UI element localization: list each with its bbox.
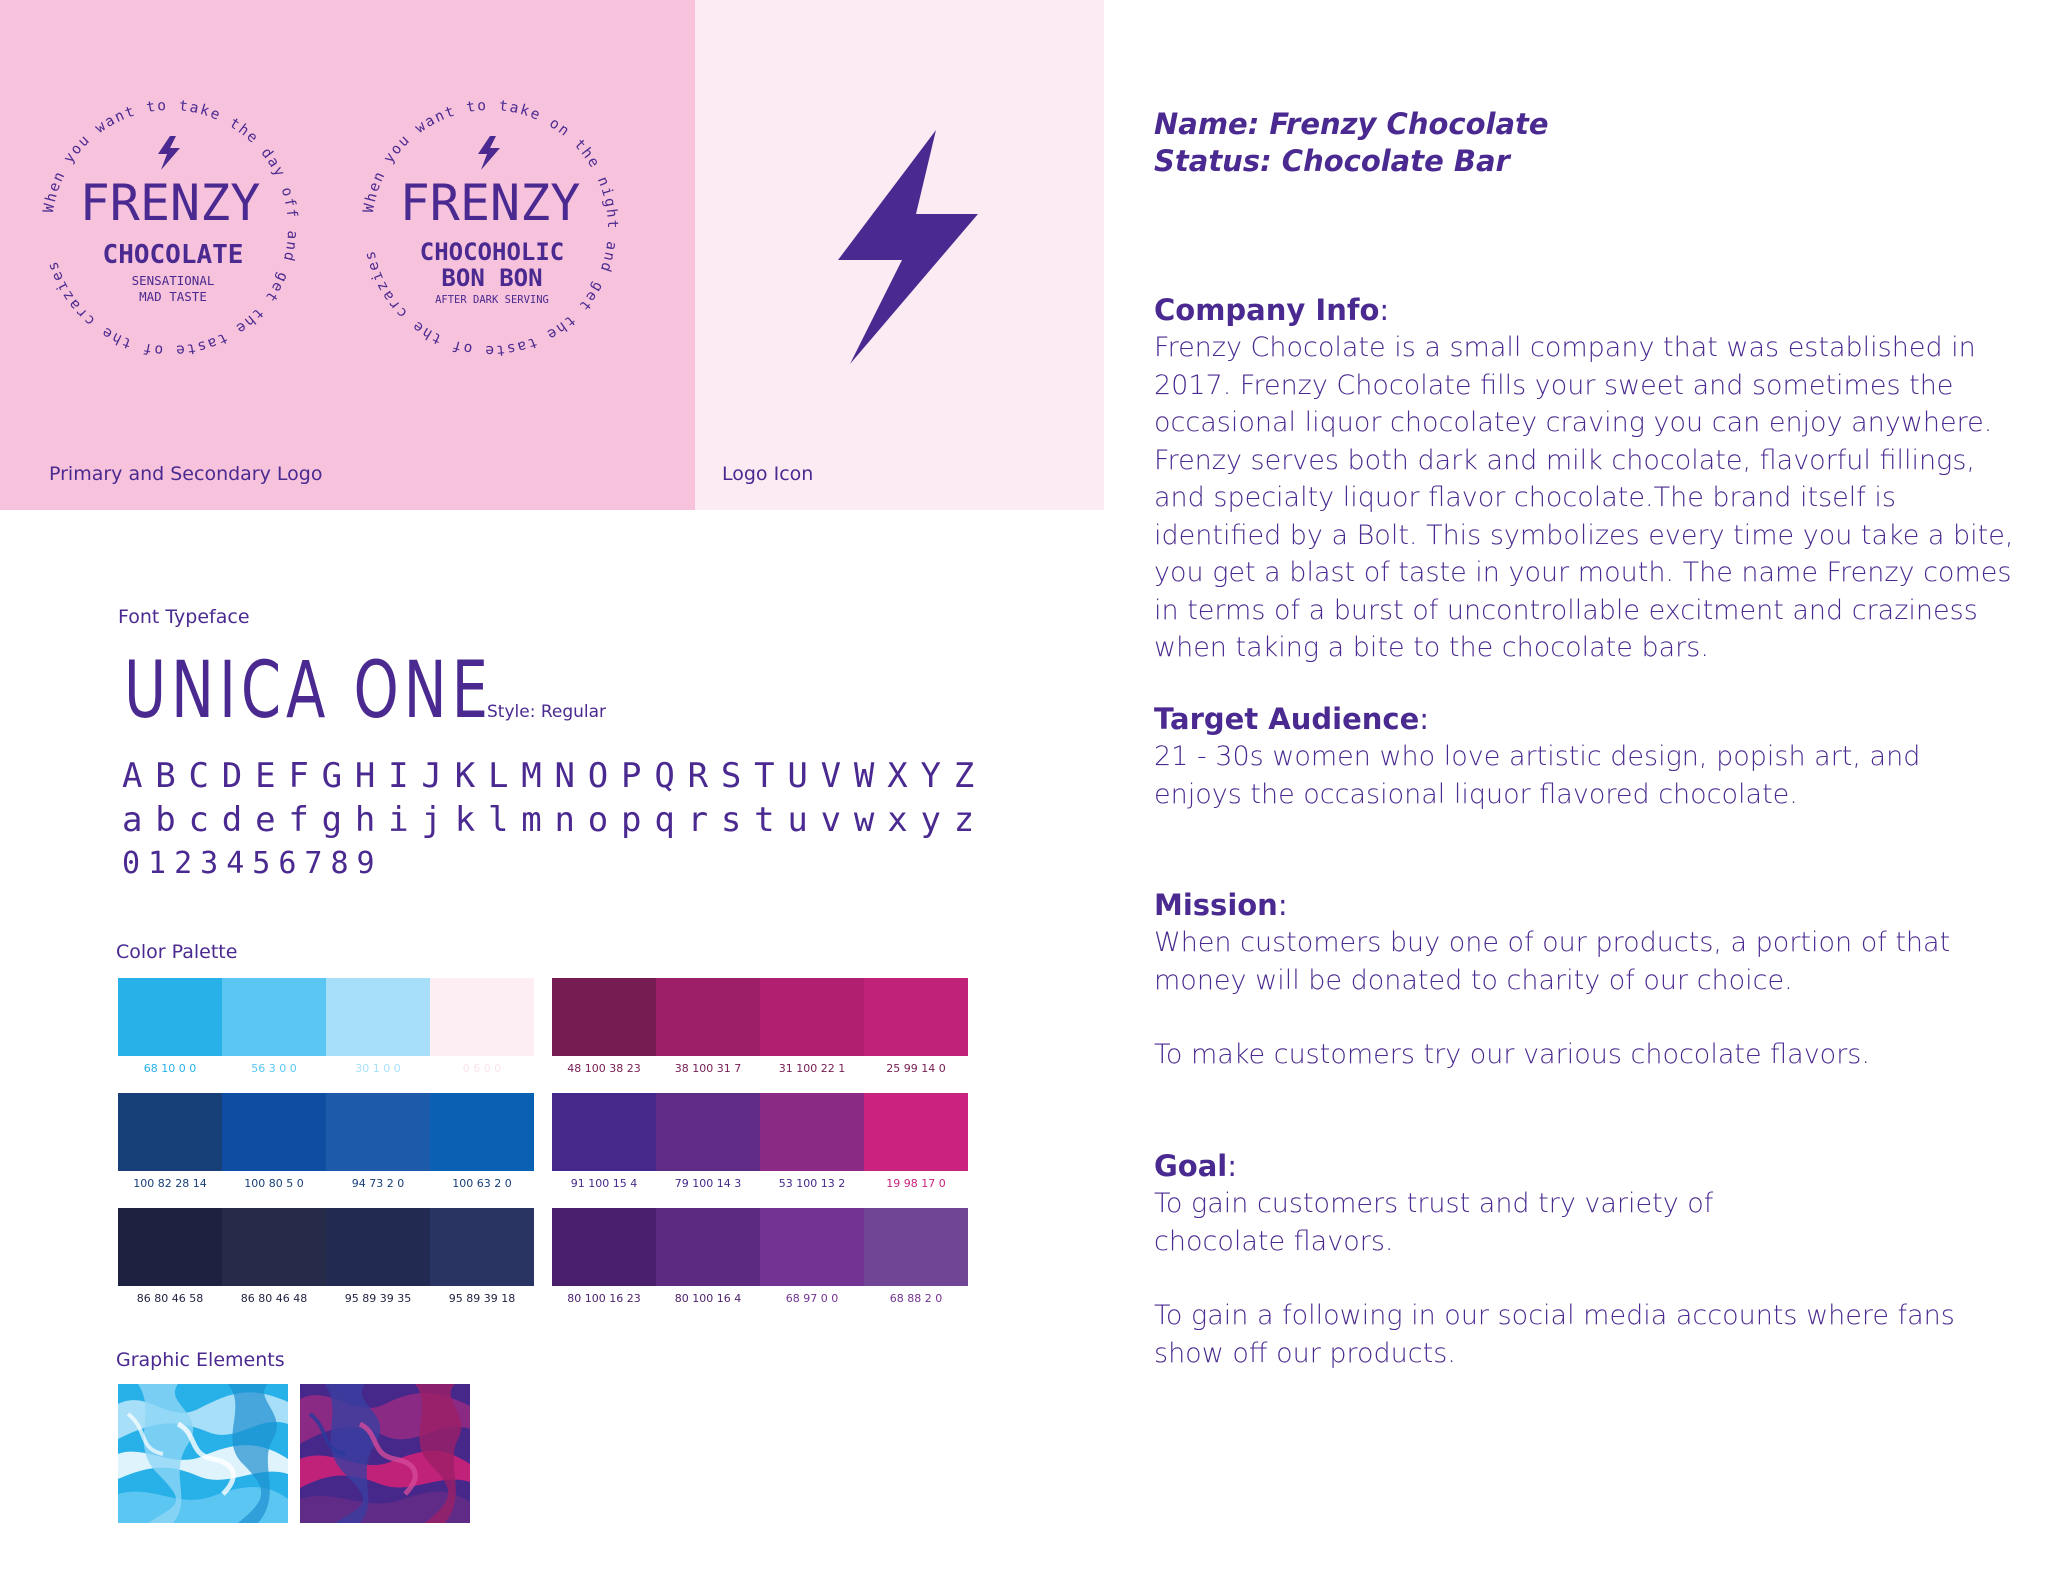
secondary-subtitle-1: CHOCOHOLIC [419, 238, 565, 266]
swatch-row [118, 978, 534, 1056]
swatch-row [552, 1208, 968, 1286]
color-swatch-code: 95 89 39 35 [344, 1292, 412, 1305]
swatch-code-row [552, 1177, 968, 1190]
secondary-bolt-icon [478, 136, 500, 170]
color-swatch-code: 100 63 2 0 [452, 1177, 512, 1190]
target-audience-body: 21 - 30s women who love artistic design, popish art, and enjoys the occasional liquor flavored chocolate. [1154, 741, 1921, 810]
color-swatch-code: 86 80 46 58 [136, 1292, 204, 1305]
primary-logo [40, 98, 300, 358]
secondary-ring-path: When you want to take on the night and get the taste of the crazies [360, 98, 620, 358]
brand-name-line: Name: Frenzy Chocolate [1154, 107, 1549, 141]
primary-ring-path: When you want to take the day off and get the taste of the crazies [40, 98, 300, 358]
target-audience-title: Target Audience [1154, 702, 1420, 736]
brand-info [1154, 106, 2014, 1369]
swatch-row [552, 978, 968, 1056]
color-swatch [326, 978, 430, 1056]
swatch-row [118, 1093, 534, 1171]
mission-colon: : [1277, 888, 1288, 922]
color-swatch-code: 48 100 38 23 [567, 1062, 641, 1075]
bolt-icon [838, 130, 978, 364]
swatch-code-row [552, 1062, 968, 1075]
goal-body-2: To gain a following in our social media accounts where fans show off our products. [1154, 1300, 1955, 1369]
color-swatch-code: 31 100 22 1 [778, 1062, 846, 1075]
color-swatch [656, 1208, 760, 1286]
swatch-code-row [118, 1177, 534, 1190]
company-info-title: Company Info [1154, 293, 1380, 327]
uppercase-glyphs: ABCDEFGHIJKLMNOPQRSTUVWXYZ [122, 756, 988, 796]
color-swatch-code: 80 100 16 4 [674, 1292, 742, 1305]
color-swatch-code: 80 100 16 23 [567, 1292, 641, 1305]
color-swatch [552, 1208, 656, 1286]
swatch-row [118, 1208, 534, 1286]
primary-wordmark: FRENZY [79, 174, 261, 232]
color-swatch-code: 86 80 46 48 [240, 1292, 308, 1305]
digit-glyphs: 0123456789 [122, 846, 383, 881]
color-swatch [326, 1208, 430, 1286]
swatch-code-row [118, 1292, 534, 1305]
color-swatch [656, 978, 760, 1056]
icon-panel [695, 0, 1104, 510]
goal-body-1: To gain customers trust and try variety of chocolate flavors. [1154, 1188, 1714, 1257]
primary-subtitle: CHOCOLATE [102, 240, 244, 270]
mission-title: Mission [1154, 888, 1278, 922]
color-swatch-code: 56 3 0 0 [251, 1062, 297, 1075]
logo-panel [0, 0, 695, 510]
swatch-code-row [552, 1292, 968, 1305]
color-swatch [430, 1208, 534, 1286]
color-swatch-code: 79 100 14 3 [674, 1177, 742, 1190]
primary-tagline-1: SENSATIONAL [131, 273, 215, 288]
graphic-elements-heading: Graphic Elements [116, 1349, 285, 1371]
font-name: UNICA ONE [124, 646, 493, 736]
color-swatch [552, 978, 656, 1056]
color-swatch-code: 25 99 14 0 [886, 1062, 946, 1075]
color-swatch-code: 100 82 28 14 [133, 1177, 207, 1190]
color-swatch-code: 38 100 31 7 [674, 1062, 742, 1075]
purple-marble-pattern [300, 1384, 470, 1523]
secondary-wordmark: FRENZY [399, 174, 581, 232]
goal-section [1154, 1148, 2014, 1372]
icon-panel-caption: Logo Icon [722, 463, 814, 485]
goal-colon: : [1227, 1149, 1238, 1183]
color-swatch-code: 68 10 0 0 [143, 1062, 197, 1075]
color-swatch [430, 978, 534, 1056]
swatch-code-row [118, 1062, 534, 1075]
color-swatch [222, 978, 326, 1056]
color-swatch [222, 1093, 326, 1171]
color-swatch-code: 53 100 13 2 [778, 1177, 846, 1190]
mission-section [1154, 887, 2014, 1074]
font-typeface-heading: Font Typeface [118, 606, 250, 628]
mission-body-2: To make customers try our various chocolate flavors. [1154, 1039, 1870, 1070]
color-swatch-code: 0 6 0 0 [462, 1062, 502, 1075]
color-swatch [222, 1208, 326, 1286]
brand-status-line: Status: Chocolate Bar [1154, 144, 1510, 178]
company-info-section [1154, 292, 2014, 667]
swatch-row [552, 1093, 968, 1171]
color-swatch-code: 68 88 2 0 [889, 1292, 943, 1305]
color-swatch [552, 1093, 656, 1171]
color-swatch [760, 978, 864, 1056]
color-palette-heading: Color Palette [116, 941, 238, 963]
target-audience-colon: : [1419, 702, 1430, 736]
color-swatch-code: 68 97 0 0 [785, 1292, 839, 1305]
logo-panel-caption: Primary and Secondary Logo [49, 463, 323, 485]
lowercase-glyphs: abcdefghijklmnopqrstuvwxyz [122, 800, 988, 840]
color-swatch-code: 19 98 17 0 [886, 1177, 946, 1190]
color-swatch [864, 1093, 968, 1171]
color-swatch [118, 1093, 222, 1171]
color-swatch [326, 1093, 430, 1171]
secondary-tagline: AFTER DARK SERVING [435, 294, 549, 306]
color-swatch-code: 95 89 39 18 [448, 1292, 516, 1305]
secondary-logo [360, 98, 620, 358]
color-swatch-code: 91 100 15 4 [570, 1177, 638, 1190]
color-swatch [118, 978, 222, 1056]
goal-title: Goal [1154, 1149, 1228, 1183]
font-style-label: Style: Regular [487, 702, 607, 722]
color-swatch [656, 1093, 760, 1171]
color-swatch [760, 1093, 864, 1171]
company-info-body: Frenzy Chocolate is a small company that was established in 2017. Frenzy Chocolate fills your sweet and sometimes the occasional liquor chocolatey craving you can enjoy anywhere. Frenzy serves both dark and milk chocolate, flavorful fillings, and specialty liquor flavor chocolate.The brand itself is identified by a Bolt. This symbolizes every time you take a bite, you get a blast of taste in your mouth. The name Frenzy comes in terms of a burst of uncontrollable excitment and craziness when taking a bite to the chocolate bars. [1154, 332, 2014, 663]
company-info-colon: : [1379, 293, 1390, 327]
color-swatch [430, 1093, 534, 1171]
mission-body-1: When customers buy one of our products, a portion of that money will be donated to charity of our choice. [1154, 927, 1951, 996]
color-swatch [864, 1208, 968, 1286]
blue-marble-pattern [118, 1384, 288, 1523]
color-swatch [760, 1208, 864, 1286]
color-swatch-code: 30 1 0 0 [355, 1062, 401, 1075]
color-swatch [864, 978, 968, 1056]
color-swatch [118, 1208, 222, 1286]
primary-tagline-2: MAD TASTE [139, 289, 207, 304]
secondary-subtitle-2: BON BON [441, 264, 543, 292]
color-swatch-code: 100 80 5 0 [244, 1177, 304, 1190]
color-swatch-code: 94 73 2 0 [351, 1177, 405, 1190]
primary-bolt-icon [158, 136, 180, 170]
target-audience-section [1154, 701, 2014, 813]
